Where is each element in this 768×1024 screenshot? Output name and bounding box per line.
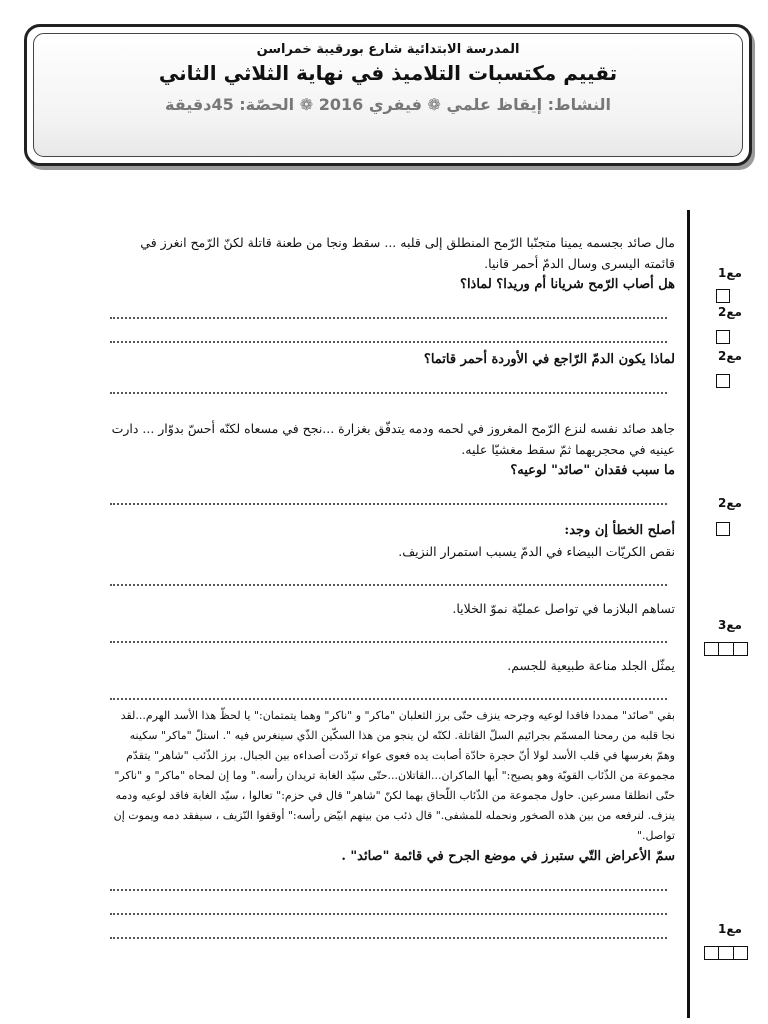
answer-line[interactable] (110, 899, 667, 915)
question-2: لماذا يكون الدمّ الرّاجع في الأوردة أحمر قاتما؟ (423, 352, 675, 367)
statement-2: تساهم البلازما في تواصل عمليّة نموّ الخلايا. (452, 601, 675, 616)
criterion-mark: مع1 (718, 266, 742, 280)
criterion-mark: مع2 (718, 349, 742, 363)
statement-3: يمثّل الجلد مناعة طبيعية للجسم. (507, 658, 675, 673)
score-box[interactable] (716, 522, 730, 536)
answer-line[interactable] (110, 303, 667, 319)
criterion-mark: مع1 (718, 922, 742, 936)
answer-line[interactable] (110, 923, 667, 939)
score-box[interactable] (716, 374, 730, 388)
section-2-text: جاهد صائد نفسه لنزع الرّمح المغروز في لحمه ودمه يتدفّق بغزارة ...نجح في مسعاه لكنّه أحسّ بدوّار ... دارت عينيه في محجريهما ثمّ سقط مغشيّا عليه. (111, 421, 675, 457)
answer-line[interactable] (110, 627, 667, 643)
section-4 (110, 706, 675, 945)
answer-line[interactable] (110, 327, 667, 343)
question-4: أصلح الخطأ إن وجد: (564, 523, 675, 538)
page-title: تقييم مكتسبات التلاميذ في نهاية الثلاثي الثاني (158, 61, 618, 85)
score-box-triple[interactable] (704, 642, 748, 656)
score-box[interactable] (716, 289, 730, 303)
criterion-mark: مع2 (718, 305, 742, 319)
answer-line[interactable] (110, 570, 667, 586)
section-1-text: مال صائد بجسمه يمينا متجنّبا الرّمح المنطلق إلى قلبه ... سقط ونجا من طعنة قاتلة لكنّ الرّمح انغرز في قائمته اليسرى وسال الدمّ أحمر قانيا. (140, 235, 675, 271)
criterion-mark: مع2 (718, 496, 742, 510)
score-box-triple[interactable] (704, 946, 748, 960)
answer-line[interactable] (110, 489, 667, 505)
statement-1: نقص الكريّات البيضاء في الدمّ يسبب استمرار النزيف. (398, 544, 675, 559)
school-name: المدرسة الابتدائية شارع بورقيبة خمراسن (256, 42, 520, 57)
margin-divider (687, 210, 690, 1018)
question-5: سمّ الأعراض التّي ستبرز في موضع الجرح في قائمة "صائد" . (341, 849, 675, 864)
header-inner (33, 33, 743, 157)
activity-meta: النشاط: إيقاظ علمي ❁ فيفري 2016 ❁ الحصّة: 45دقيقة (165, 95, 611, 114)
story-text: بقي "صائد" ممددا فاقدا لوعيه وجرحه ينزف حتّى برز الثعلبان "ماكر" و "ناكر" وهما يتمتمان:" يا لحظّ هذا الأسد الهرم...لقد نجا قلبه من رمحنا المسمّم بجرائيم السلّ القاتلة. لكنّه لن ينجو من هذا السكّين الذّي سينغرس فيه ". استلّ "ماكر" سكينه وهمّ بغرسها في قلب الأسد لولا أنّ حجرة حادّة أصابت يده فعوى عواء تردّدت أصداءه بين الجبال. برز الذّئب "شاهر" يتقدّم مجموعة من الذّئاب القويّة وهو يصيح:" أيها الماكران...القاتلان...حتّى سيّد الغابة تريدان رأسه." وما إن لمحاه "ماكر" و "ناكر" حتّى انطلقا مسرعين. حاول مجموعة من الذّئاب اللّحاق بهما لكنّ "شاهر" قال في حزم:" تعالوا ، سيّد الغابة فاقد لوعيه ودمه ينزف. لنرفعه من بين هذه الصخور ونحمله للمشفى." قال ذئب من بينهم ابيّض رأسه:" أوقفوا النّزيف ، سيفقد دمه ويموت إن تواصل." (113, 709, 675, 842)
answer-line[interactable] (110, 875, 667, 891)
answer-line[interactable] (110, 378, 667, 394)
criterion-mark: مع3 (718, 618, 742, 632)
section-3 (110, 520, 675, 706)
answer-line[interactable] (110, 684, 667, 700)
section-2 (110, 418, 675, 511)
section-1 (110, 232, 675, 400)
question-3: ما سبب فقدان "صائد" لوعيه؟ (510, 463, 675, 478)
score-box[interactable] (716, 330, 730, 344)
header-box (24, 24, 752, 166)
question-1: هل أصاب الرّمح شريانا أم وريدا؟ لماذا؟ (460, 277, 675, 292)
